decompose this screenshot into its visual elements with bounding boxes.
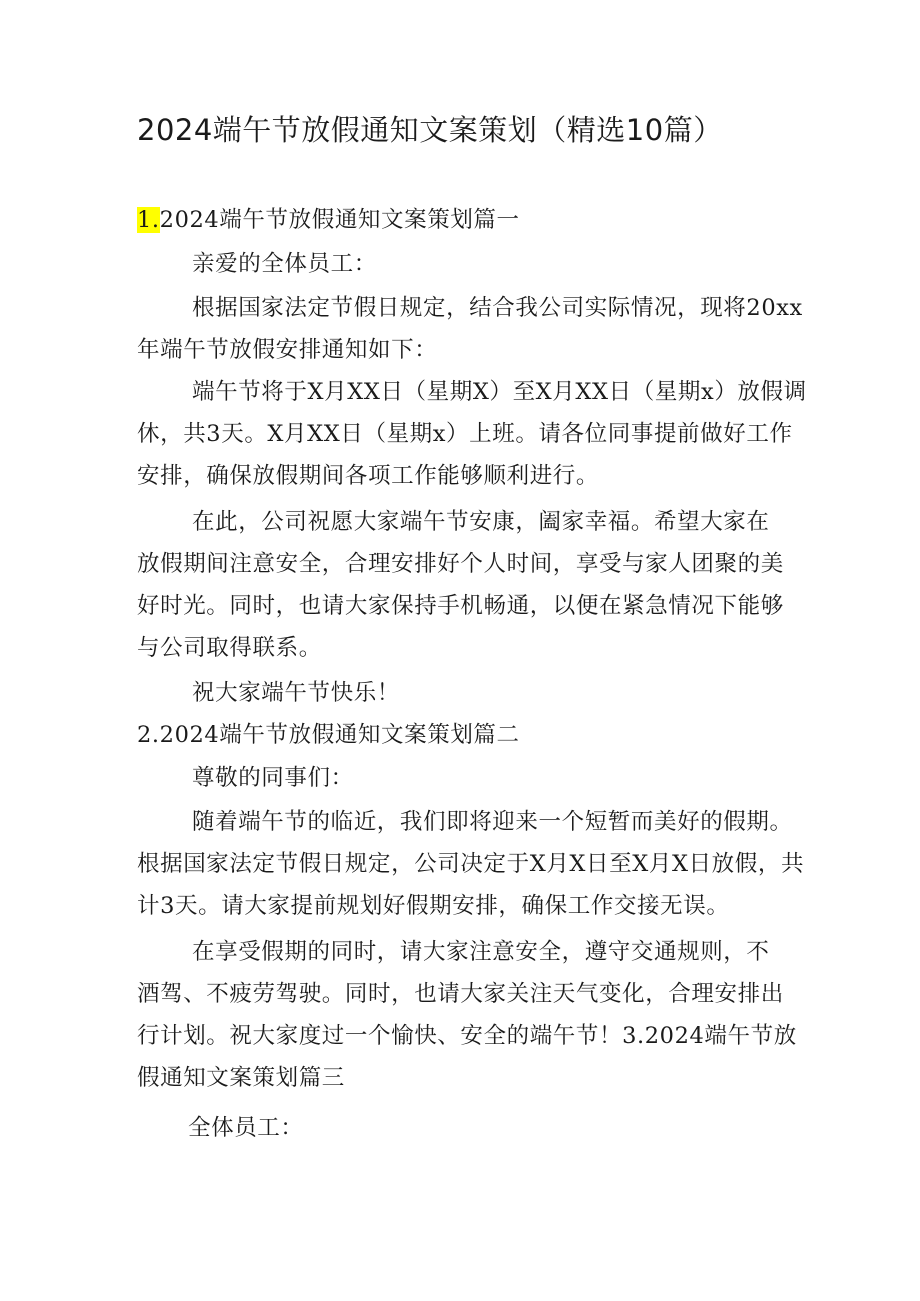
heading-number-highlight: 1. [137, 207, 160, 233]
paragraph-line: 计3天。请大家提前规划好假期安排，确保工作交接无误。 [137, 893, 730, 919]
paragraph-line: 端午节将于X月XX日（星期X）至X月XX日（星期x）放假调 [192, 379, 807, 405]
paragraph-line: 行计划。祝大家度过一个愉快、安全的端午节！3.2024端午节放 [137, 1023, 797, 1049]
paragraph-line: 根据国家法定节假日规定，结合我公司实际情况，现将20xx [192, 295, 803, 321]
paragraph-line: 休，共3天。X月XX日（星期x）上班。请各位同事提前做好工作 [137, 421, 793, 447]
paragraph-line: 酒驾、不疲劳驾驶。同时，也请大家关注天气变化，合理安排出 [137, 981, 784, 1007]
paragraph-line: 放假期间注意安全，合理安排好个人时间，享受与家人团聚的美 [137, 551, 784, 577]
paragraph-line: 好时光。同时，也请大家保持手机畅通，以便在紧急情况下能够 [137, 593, 784, 619]
section-heading-1 [137, 200, 520, 240]
paragraph-line: 随着端午节的临近，我们即将迎来一个短暂而美好的假期。 [192, 809, 793, 835]
heading-text: 2024端午节放假通知文案策划篇一 [159, 207, 520, 233]
greeting-3: 全体员工： [188, 1115, 304, 1141]
paragraph-line: 安排，确保放假期间各项工作能够顺利进行。 [137, 463, 600, 489]
greeting-2: 尊敬的同事们： [192, 765, 354, 791]
paragraph-line: 在享受假期的同时，请大家注意安全，遵守交通规则，不 [192, 939, 770, 965]
paragraph-line: 在此，公司祝愿大家端午节安康，阖家幸福。希望大家在 [192, 509, 770, 535]
paragraph-line: 假通知文案策划篇三 [137, 1065, 345, 1091]
closing-1: 祝大家端午节快乐！ [192, 680, 400, 706]
paragraph-line: 与公司取得联系。 [137, 635, 322, 661]
paragraph-line: 根据国家法定节假日规定，公司决定于X月X日至X月X日放假，共 [137, 851, 805, 877]
section-heading-2: 2.2024端午节放假通知文案策划篇二 [137, 722, 520, 748]
document-title: 2024端午节放假通知文案策划（精选10篇） [137, 113, 723, 147]
greeting-1: 亲爱的全体员工： [192, 251, 377, 277]
paragraph-line: 年端午节放假安排通知如下： [137, 337, 438, 363]
